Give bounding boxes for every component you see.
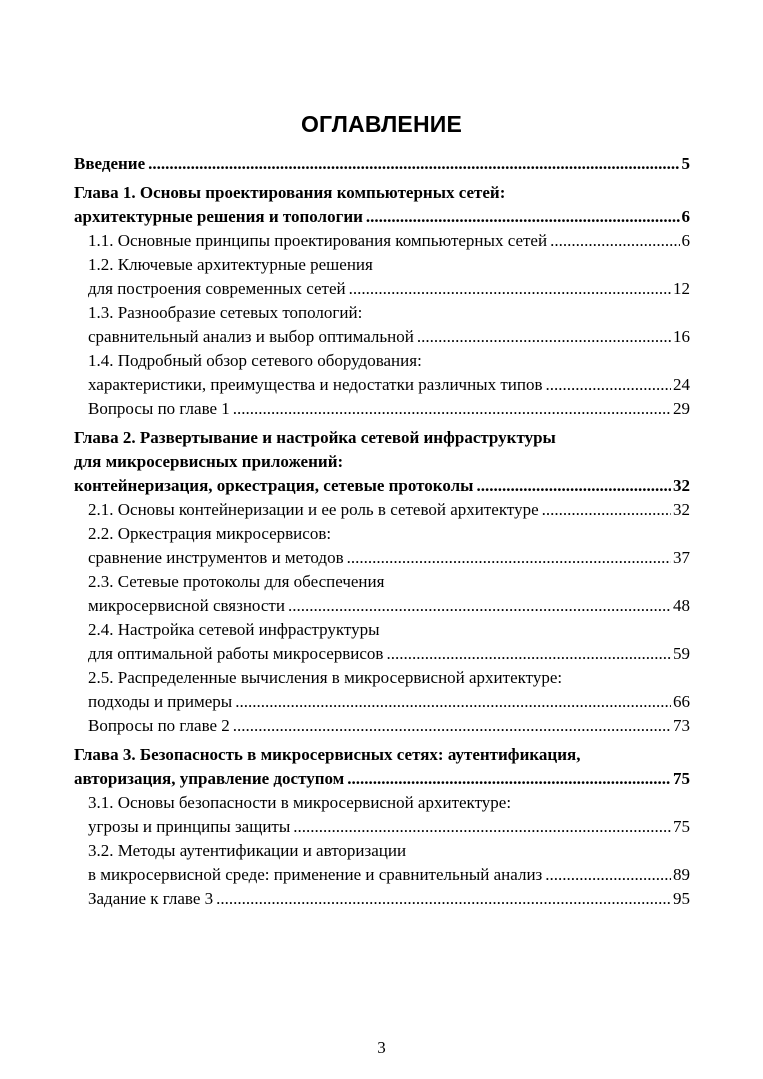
- dot-leader: [366, 205, 680, 229]
- toc-entry-title-cont: микросервисной связности: [88, 596, 285, 615]
- dot-leader: [148, 152, 679, 176]
- toc-entry-title-cont: угрозы и принципы защиты: [88, 817, 291, 836]
- toc-entry-section-1-1[interactable]: [74, 229, 690, 253]
- toc-leader-line: [88, 642, 690, 666]
- toc-leader-line: [88, 887, 690, 911]
- toc-leader-line: [74, 152, 690, 176]
- toc-entry-title: Задание к главе 3: [88, 889, 214, 908]
- toc-entry-section-1-4[interactable]: [74, 349, 690, 397]
- dot-leader: [386, 642, 671, 666]
- toc-entry-introduction[interactable]: [74, 152, 690, 176]
- toc-page-number: 6: [681, 231, 690, 250]
- toc-page-number: 12: [673, 279, 690, 298]
- toc-entry-title: Глава 1. Основы проектирования компьютерных сетей:: [74, 183, 506, 202]
- toc-entry-title: 2.3. Сетевые протоколы для обеспечения: [88, 572, 385, 591]
- toc-entry-title: 2.1. Основы контейнеризации и ее роль в сетевой архитектуре: [88, 500, 539, 519]
- dot-leader: [293, 815, 671, 839]
- toc-entry-section-2-1[interactable]: [74, 498, 690, 522]
- toc-page-number: 32: [673, 476, 690, 495]
- toc-leader-line: [88, 397, 690, 421]
- toc-entry-section-2-4[interactable]: [74, 618, 690, 666]
- toc-page-number: 29: [673, 399, 690, 418]
- toc-page-number: 75: [673, 817, 690, 836]
- toc-entry-title: 3.1. Основы безопасности в микросервисной архитектуре:: [88, 793, 512, 812]
- toc-entry-title: 1.4. Подробный обзор сетевого оборудования:: [88, 351, 422, 370]
- toc-entry-chapter-2[interactable]: [74, 426, 690, 498]
- toc-leader-line: [88, 498, 690, 522]
- toc-leader-line: [74, 205, 690, 229]
- toc-leader-line: [74, 474, 690, 498]
- toc-entry-chapter-3[interactable]: [74, 743, 690, 791]
- dot-leader: [417, 325, 671, 349]
- toc-entry-title-cont: авторизация, управление доступом: [74, 769, 345, 788]
- toc-leader-line: [88, 229, 690, 253]
- toc-entry-section-1-2[interactable]: [74, 253, 690, 301]
- toc-entry-section-1-3[interactable]: [74, 301, 690, 349]
- dot-leader: [347, 767, 671, 791]
- toc-entry-title-cont: подходы и примеры: [88, 692, 233, 711]
- toc-entry-title-cont: архитектурные решения и топологии: [74, 207, 363, 226]
- toc-entry-title: 1.1. Основные принципы проектирования компьютерных сетей: [88, 231, 548, 250]
- dot-leader: [233, 397, 671, 421]
- toc-entry-title: 2.4. Настройка сетевой инфраструктуры: [88, 620, 380, 639]
- dot-leader: [349, 277, 671, 301]
- toc-entry-title-cont: в микросервисной среде: применение и сравнительный анализ: [88, 865, 543, 884]
- toc-entry-title: Вопросы по главе 2: [88, 716, 230, 735]
- dot-leader: [545, 863, 671, 887]
- toc-entry-section-3-1[interactable]: [74, 791, 690, 839]
- dot-leader: [476, 474, 671, 498]
- toc-entry-title: Глава 2. Развертывание и настройка сетевой инфраструктуры: [74, 428, 556, 447]
- toc-leader-line: [88, 815, 690, 839]
- toc-entry-title-cont: контейнеризация, оркестрация, сетевые протоколы: [74, 476, 474, 495]
- toc-entry-title-cont: характеристики, преимущества и недостатки различных типов: [88, 375, 543, 394]
- toc-entry-task-3[interactable]: [74, 887, 690, 911]
- toc-entry-questions-2[interactable]: [74, 714, 690, 738]
- toc-entry-title-cont: для оптимальной работы микросервисов: [88, 644, 384, 663]
- toc-page-number: 37: [673, 548, 690, 567]
- toc-leader-line: [88, 373, 690, 397]
- toc-entry-section-3-2[interactable]: [74, 839, 690, 887]
- toc-page-number: 75: [673, 769, 690, 788]
- toc-page-number: 32: [673, 500, 690, 519]
- toc-entry-title: 2.5. Распределенные вычисления в микросервисной архитектуре:: [88, 668, 563, 687]
- dot-leader: [542, 498, 671, 522]
- toc-entry-title: 1.2. Ключевые архитектурные решения: [88, 255, 373, 274]
- page-title: ОГЛАВЛЕНИЕ: [300, 111, 463, 137]
- dot-leader: [347, 546, 671, 570]
- toc-entry-section-2-3[interactable]: [74, 570, 690, 618]
- dot-leader: [233, 714, 671, 738]
- toc-page-number: 48: [673, 596, 690, 615]
- toc-entry-chapter-1[interactable]: [74, 181, 690, 229]
- toc-entry-section-2-5[interactable]: [74, 666, 690, 714]
- dot-leader: [546, 373, 671, 397]
- toc-entry-questions-1[interactable]: [74, 397, 690, 421]
- toc-page-number: 89: [673, 865, 690, 884]
- toc-leader-line: [88, 325, 690, 349]
- toc-entry-title-cont: для микросервисных приложений:: [74, 452, 344, 471]
- toc-entry-title: 1.3. Разнообразие сетевых топологий:: [88, 303, 363, 322]
- toc-leader-line: [88, 594, 690, 618]
- toc-leader-line: [88, 863, 690, 887]
- toc-entry-title: 3.2. Методы аутентификации и авторизации: [88, 841, 407, 860]
- toc-leader-line: [88, 690, 690, 714]
- toc-entry-title: Глава 3. Безопасность в микросервисных сетях: аутентификация,: [74, 745, 581, 764]
- toc-entry-title-cont: сравнение инструментов и методов: [88, 548, 344, 567]
- toc-page-number: 95: [673, 889, 690, 908]
- toc-entry-title-cont: для построения современных сетей: [88, 279, 346, 298]
- toc-entry-title-cont: сравнительный анализ и выбор оптимальной: [88, 327, 414, 346]
- toc-leader-line: [88, 546, 690, 570]
- toc-page-number: 6: [681, 207, 690, 226]
- dot-leader: [216, 887, 671, 911]
- toc-entry-section-2-2[interactable]: [74, 522, 690, 570]
- toc-page-number: 16: [673, 327, 690, 346]
- dot-leader: [550, 229, 679, 253]
- toc-entry-title: 2.2. Оркестрация микросервисов:: [88, 524, 332, 543]
- toc-page-number: 59: [673, 644, 690, 663]
- page-number: 3: [377, 1038, 386, 1057]
- toc-leader-line: [74, 767, 690, 791]
- toc-page-number: 73: [673, 716, 690, 735]
- toc-leader-line: [88, 277, 690, 301]
- table-of-contents: [74, 152, 690, 911]
- toc-entry-title: Введение: [74, 154, 146, 173]
- toc-entry-title: Вопросы по главе 1: [88, 399, 230, 418]
- toc-leader-line: [88, 714, 690, 738]
- dot-leader: [235, 690, 671, 714]
- toc-page-number: 66: [673, 692, 690, 711]
- toc-page-number: 24: [673, 375, 690, 394]
- toc-page-number: 5: [681, 154, 690, 173]
- dot-leader: [288, 594, 671, 618]
